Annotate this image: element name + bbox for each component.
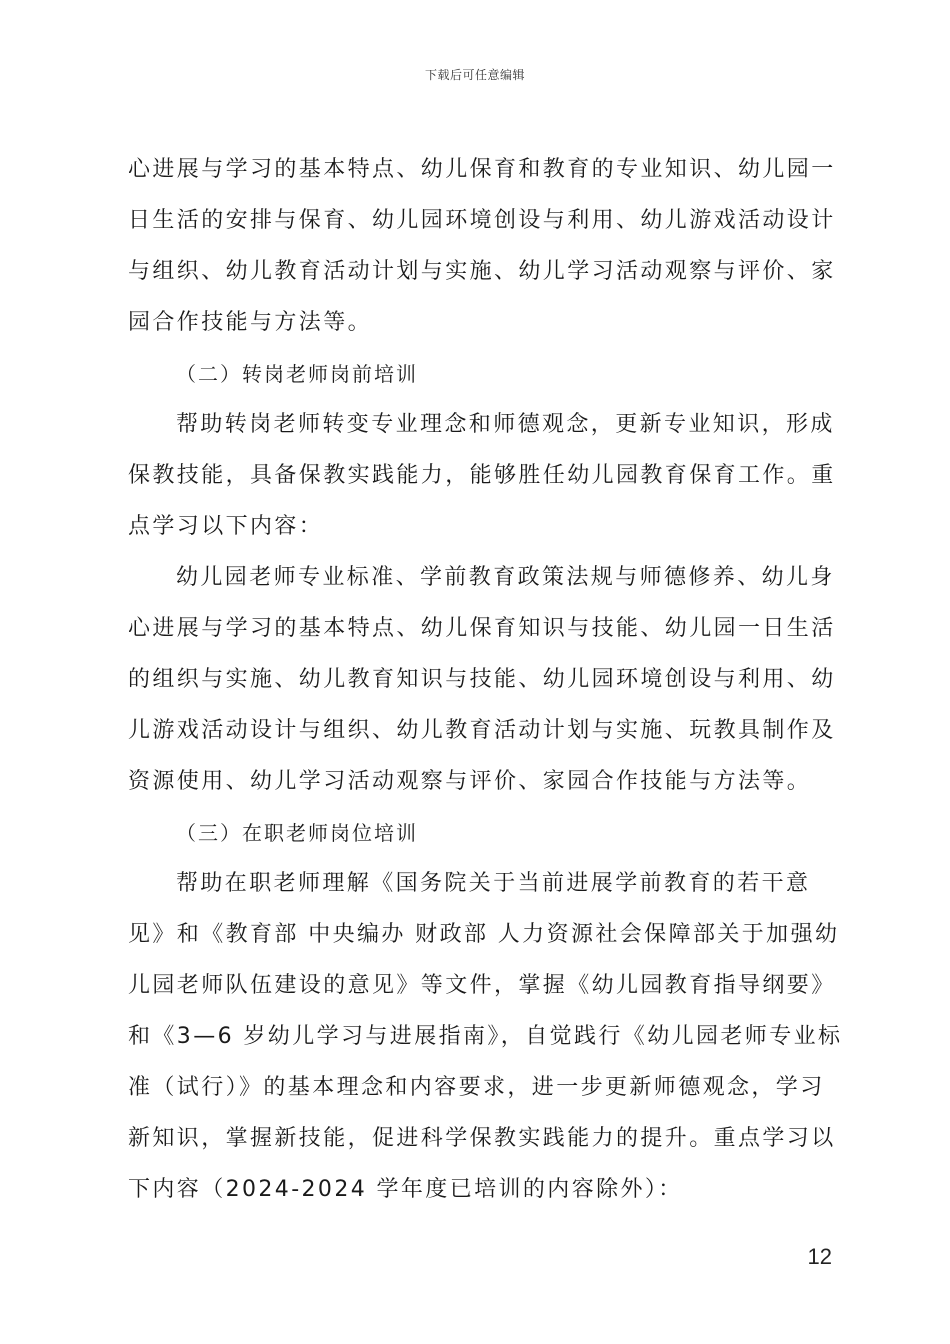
body-line: 儿园老师队伍建设的意见》等文件，掌握《幼儿园教育指导纲要》 (128, 973, 836, 998)
body-line: 保教技能，具备保教实践能力，能够胜任幼儿园教育保育工作。重 (128, 463, 836, 488)
section-heading-3: （三）在职老师岗位培训 (176, 821, 418, 845)
body-line: 下内容（2024-2024 学年度已培训的内容除外）： (128, 1177, 683, 1202)
section-heading-2: （二）转岗老师岗前培训 (176, 362, 418, 386)
page-header: 下载后可任意编辑 (424, 68, 525, 82)
body-line: 资源使用、幼儿学习活动观察与评价、家园合作技能与方法等。 (128, 769, 812, 794)
body-line: 的组织与实施、幼儿教育知识与技能、幼儿园环境创设与利用、幼 (128, 667, 836, 692)
body-line: 帮助转岗老师转变专业理念和师德观念，更新专业知识，形成 (176, 412, 835, 437)
body-line: 幼儿园老师专业标准、学前教育政策法规与师德修养、幼儿身 (176, 565, 835, 590)
body-line: 新知识，掌握新技能，促进科学保教实践能力的提升。重点学习以 (128, 1126, 836, 1151)
body-line: 日生活的安排与保育、幼儿园环境创设与利用、幼儿游戏活动设计 (128, 208, 836, 233)
body-line: 心进展与学习的基本特点、幼儿保育和教育的专业知识、幼儿园一 (128, 157, 836, 182)
page-number: 12 (807, 1244, 832, 1269)
body-line: 儿游戏活动设计与组织、幼儿教育活动计划与实施、玩教具制作及 (128, 718, 836, 743)
body-line: 准（试行）》的基本理念和内容要求，进一步更新师德观念，学习 (128, 1075, 825, 1100)
body-line: 见》和《教育部 中央编办 财政部 人力资源社会保障部关于加强幼 (128, 922, 840, 947)
body-line: 和《3—6 岁幼儿学习与进展指南》，自觉践行《幼儿园老师专业标 (128, 1024, 843, 1049)
body-line: 与组织、幼儿教育活动计划与实施、幼儿学习活动观察与评价、家 (128, 259, 836, 284)
body-line: 点学习以下内容： (128, 514, 324, 539)
body-line: 园合作技能与方法等。 (128, 310, 373, 335)
body-line: 心进展与学习的基本特点、幼儿保育知识与技能、幼儿园一日生活 (128, 616, 836, 641)
body-line: 帮助在职老师理解《国务院关于当前进展学前教育的若干意 (176, 871, 811, 896)
document-body (128, 150, 843, 1221)
